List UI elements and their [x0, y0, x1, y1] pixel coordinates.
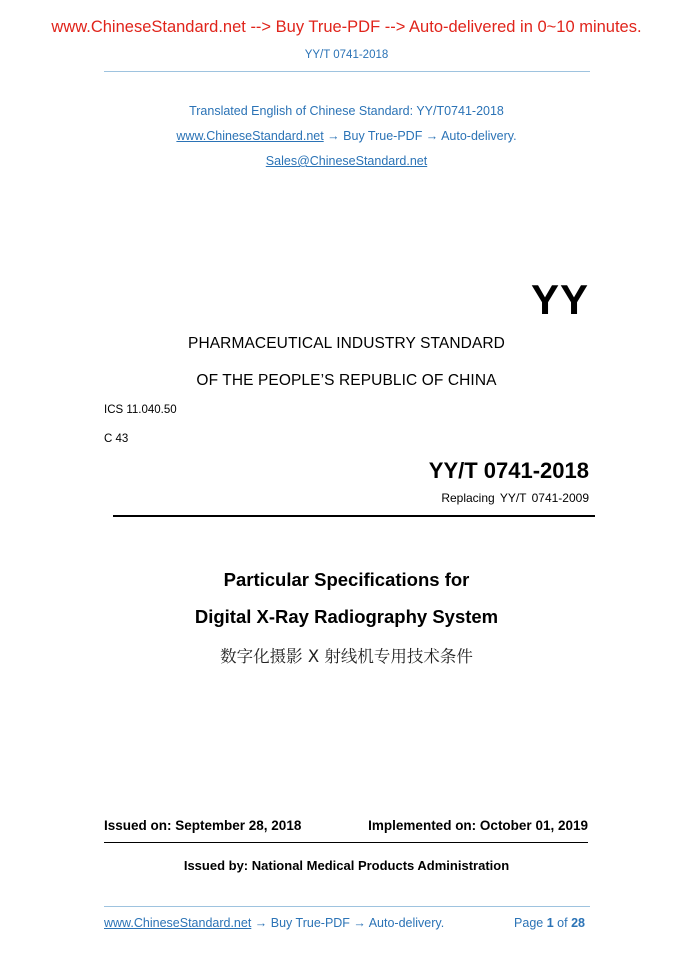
header-divider: [104, 71, 590, 72]
issued-on-date: Issued on: September 28, 2018: [104, 818, 302, 833]
standard-category-line-1: PHARMACEUTICAL INDUSTRY STANDARD: [188, 335, 505, 352]
site-link[interactable]: www.ChineseStandard.net: [176, 129, 324, 143]
email-line: [0, 154, 693, 168]
page-label: Page: [514, 916, 544, 930]
standard-number: YY/T 0741-2018: [428, 458, 589, 483]
buy-text: → Buy True-PDF → Auto-delivery.: [323, 129, 517, 143]
page-total: 28: [571, 916, 585, 930]
email-link[interactable]: Sales@ChineseStandard.net: [265, 154, 428, 168]
buy-line: [0, 129, 693, 143]
document-title-line-2: Digital X-Ray Radiography System: [194, 606, 499, 627]
footer-divider: [104, 906, 590, 907]
footer-buy-text: → Buy True-PDF → Auto-delivery.: [251, 916, 445, 930]
page-indicator: [514, 916, 585, 930]
ccs-code: C 43: [104, 433, 129, 445]
replacing-note: Replacing YY/T 0741-2009: [441, 491, 589, 505]
running-header-code: YY/T 0741-2018: [304, 49, 389, 61]
implemented-on-date: Implemented on: October 01, 2019: [368, 818, 588, 833]
ics-code: ICS 11.040.50: [104, 404, 177, 416]
document-title-line-1: Particular Specifications for: [223, 569, 470, 590]
standard-category-line-2: OF THE PEOPLE’S REPUBLIC OF CHINA: [196, 372, 497, 389]
document-title-chinese: 数字化摄影 X 射线机专用技术条件: [220, 647, 473, 666]
translation-note: Translated English of Chinese Standard: YY/T0741-2018: [189, 104, 504, 118]
top-banner-link[interactable]: www.ChineseStandard.net --> Buy True-PDF --> Auto-delivered in 0~10 minutes.: [51, 18, 642, 36]
issuer: Issued by: National Medical Products Administration: [183, 858, 510, 873]
footer-site-link[interactable]: www.ChineseStandard.net: [104, 916, 252, 930]
page-current: 1: [546, 916, 554, 930]
footer-buy-line: [104, 916, 444, 930]
standard-divider: [113, 515, 595, 517]
page-of: of: [557, 916, 568, 930]
top-banner[interactable]: [0, 18, 693, 37]
issue-divider: [104, 842, 588, 843]
yy-logo: YY: [530, 276, 589, 323]
